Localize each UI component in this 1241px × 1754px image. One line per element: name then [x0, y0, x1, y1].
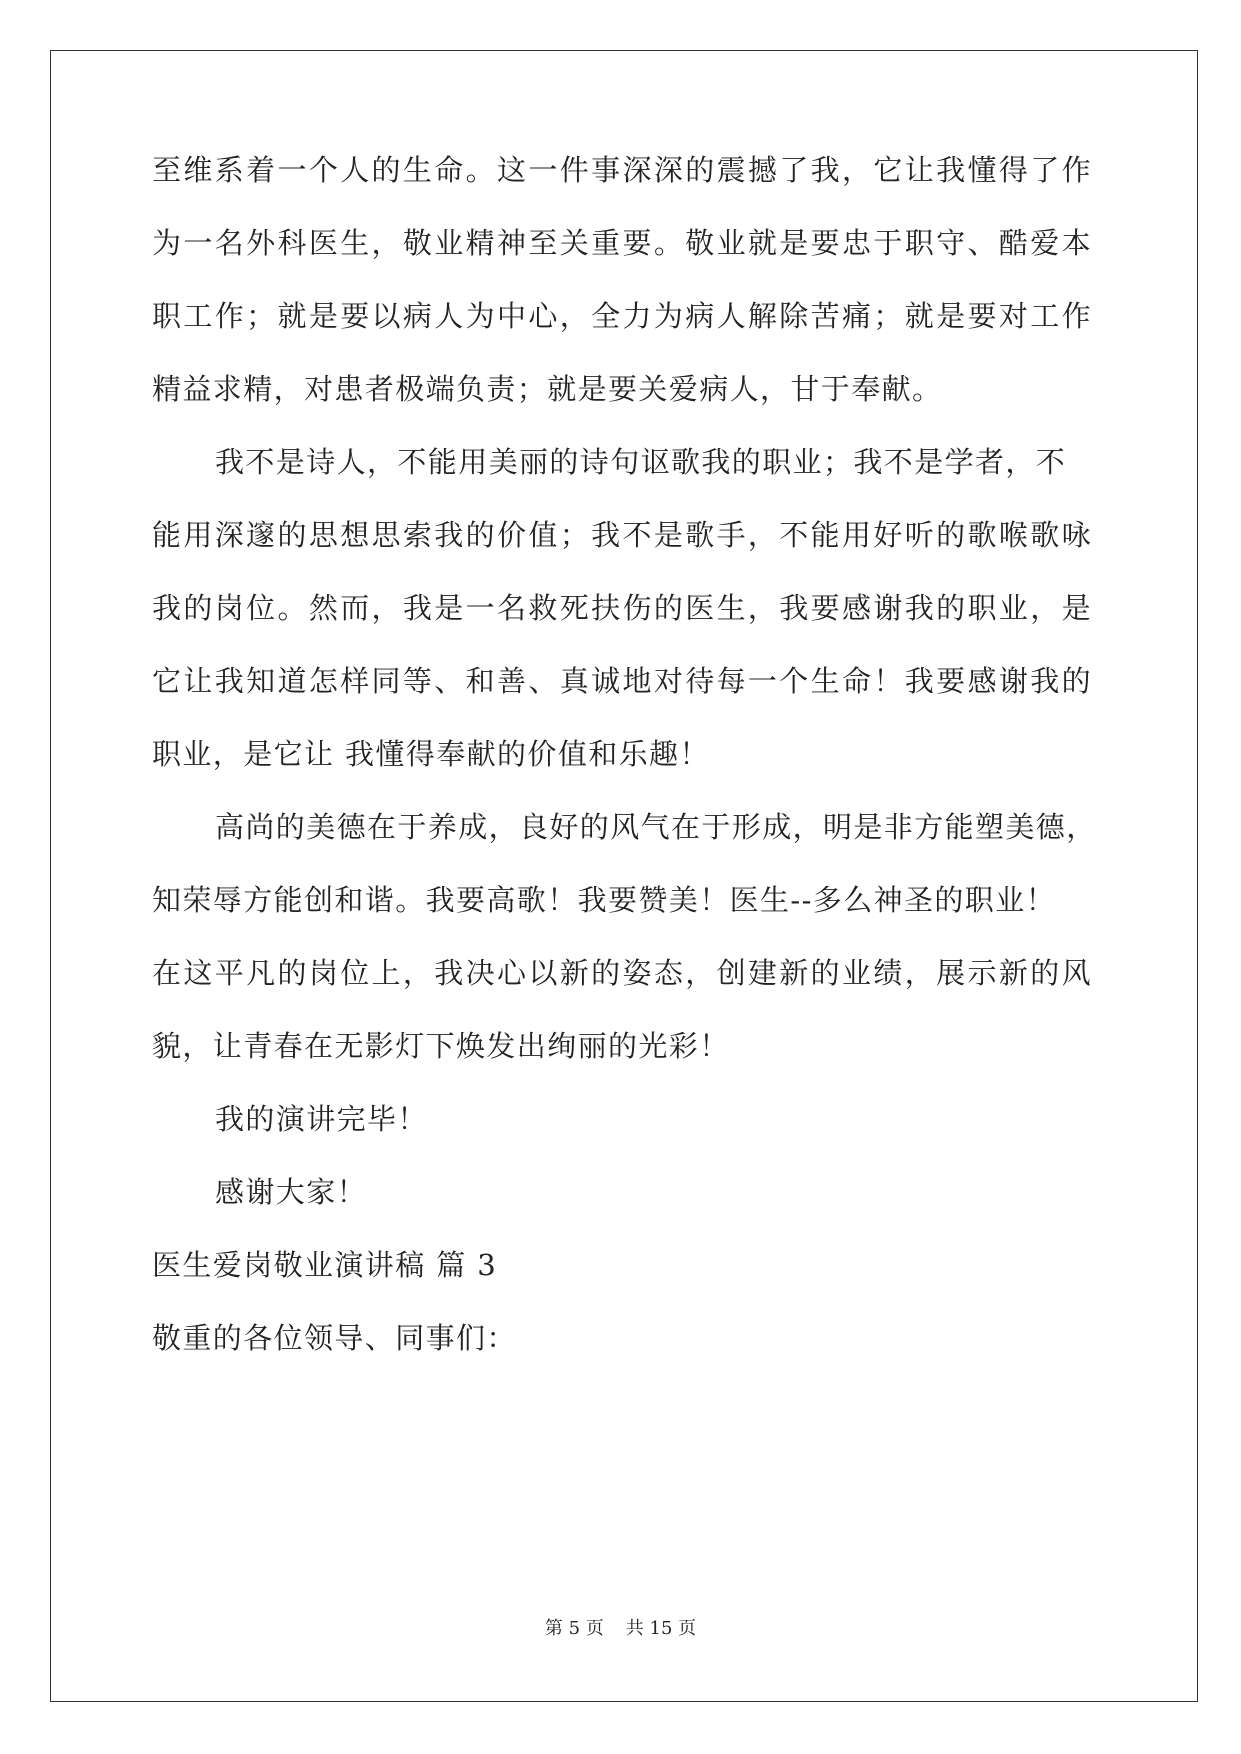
page-total: 共 15 页 — [625, 1618, 697, 1639]
paragraph-line: 至维系着一个人的生命。这一件事深深的震撼了我，它让我懂得了作 — [152, 153, 1092, 187]
closing-line: 我的演讲完毕！ — [215, 1102, 428, 1136]
paragraph-line: 为一名外科医生，敬业精神至关重要。敬业就是要忠于职守、酷爱本 — [152, 226, 1092, 260]
paragraph-line: 我的岗位。然而，我是一名救死扶伤的医生，我要感谢我的职业，是 — [152, 591, 1092, 625]
page-footer — [0, 1617, 1241, 1641]
page-number: 第 5 页 — [544, 1618, 604, 1639]
paragraph-line: 它让我知道怎样同等、和善、真诚地对待每一个生命！我要感谢我的 — [152, 664, 1092, 698]
paragraph-line: 职业，是它让 我懂得奉献的价值和乐趣！ — [152, 737, 710, 771]
paragraph-line: 我不是诗人，不能用美丽的诗句讴歌我的职业；我不是学者，不 — [215, 445, 1067, 479]
salutation-line: 敬重的各位领导、同事们： — [152, 1321, 517, 1355]
paragraph-line: 精益求精，对患者极端负责；就是要关爱病人，甘于奉献。 — [152, 372, 943, 406]
section-heading: 医生爱岗敬业演讲稿 篇 3 — [152, 1248, 498, 1282]
paragraph-line: 在这平凡的岗位上，我决心以新的姿态，创建新的业绩，展示新的风 — [152, 956, 1092, 990]
paragraph-line: 职工作；就是要以病人为中心，全力为病人解除苦痛；就是要对工作 — [152, 299, 1092, 333]
paragraph-line: 貌，让青春在无影灯下焕发出绚丽的光彩！ — [152, 1029, 730, 1063]
paragraph-line: 知荣辱方能创和谐。我要高歌！我要赞美！医生--多么神圣的职业！ — [152, 883, 1056, 917]
paragraph-line: 能用深邃的思想思索我的价值；我不是歌手，不能用好听的歌喉歌咏 — [152, 518, 1092, 552]
paragraph-line: 高尚的美德在于养成，良好的风气在于形成，明是非方能塑美德， — [215, 810, 1097, 844]
closing-line: 感谢大家！ — [215, 1175, 368, 1209]
